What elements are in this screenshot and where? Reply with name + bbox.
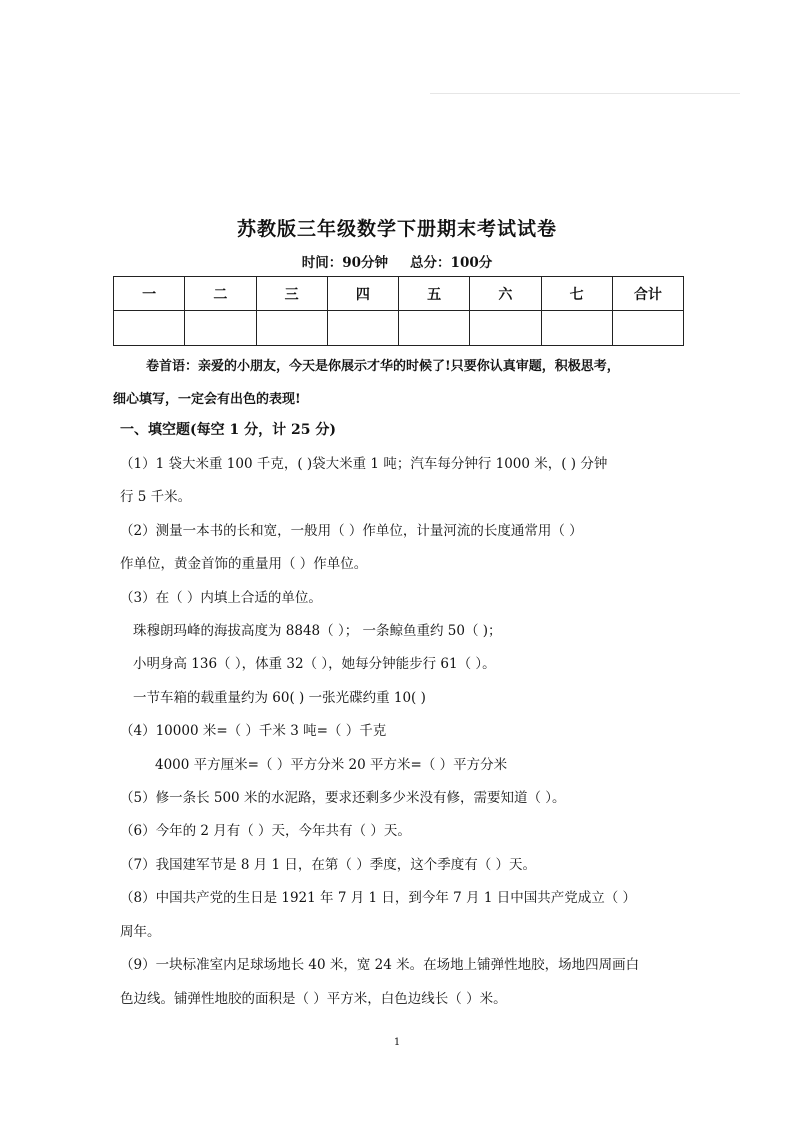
score-blank-cell — [612, 311, 683, 346]
score-blank-cell — [114, 311, 185, 346]
score-header-cell: 五 — [399, 277, 470, 311]
score-header-cell: 合计 — [612, 277, 683, 311]
score-blank-cell — [399, 311, 470, 346]
question-line: 4000 平方厘米=（ ）平方分米 20 平方米=（ ）平方分米 — [155, 757, 508, 773]
score-header-cell: 七 — [541, 277, 612, 311]
page-title: 苏教版三年级数学下册期末考试试卷 — [236, 218, 557, 240]
question-line: （7）我国建军节是 8 月 1 日，在第（ ）季度，这个季度有（ ）天。 — [120, 857, 537, 873]
score-header-cell: 一 — [114, 277, 185, 311]
question-line: 小明身高 136（ ），体重 32（ ），她每分钟能步行 61（ ）。 — [133, 656, 496, 672]
header-rule — [430, 93, 740, 94]
score-blank-cell — [470, 311, 541, 346]
question-line: （1）1 袋大米重 100 千克，( )袋大米重 1 吨；汽车每分钟行 1000 米，( ) 分钟 — [120, 456, 608, 472]
page-number: 1 — [393, 1037, 401, 1048]
score-blank-cell — [327, 311, 398, 346]
question-line: （9）一块标准室内足球场地长 40 米，宽 24 米。在场地上铺弹性地胶，场地四周画白 — [120, 957, 640, 973]
question-line: 周年。 — [120, 924, 161, 940]
question-line: 行 5 千米。 — [120, 489, 192, 505]
question-line: 作单位，黄金首饰的重量用（ ）作单位。 — [120, 556, 368, 572]
question-line: （6）今年的 2 月有（ ）天，今年共有（ ）天。 — [120, 823, 411, 839]
question-line: 一节车箱的载重量约为 60( ) 一张光碟约重 10( ) — [133, 690, 426, 706]
score-header-cell: 三 — [256, 277, 327, 311]
preface-line: 卷首语：亲爱的小朋友，今天是你展示才华的时候了!只要你认真审题，积极思考， — [146, 359, 620, 374]
score-table-blank-row — [114, 311, 684, 346]
score-header-cell: 六 — [470, 277, 541, 311]
score-table-header-row — [114, 277, 684, 311]
section-title: 一、填空题(每空 1 分，计 25 分) — [120, 422, 336, 438]
score-header-cell: 二 — [185, 277, 256, 311]
score-blank-cell — [185, 311, 256, 346]
question-line: （2）测量一本书的长和宽，一般用（ ）作单位，计量河流的长度通常用（ ） — [120, 523, 583, 539]
question-line: （3）在（ ）内填上合适的单位。 — [120, 590, 322, 606]
exam-time: 时间：90分钟 — [301, 255, 389, 271]
exam-info — [0, 251, 794, 271]
preface-line: 细心填写，一定会有出色的表现! — [113, 392, 301, 407]
score-blank-cell — [256, 311, 327, 346]
question-line: 色边线。铺弹性地胶的面积是（ ）平方米，白色边线长（ ）米。 — [120, 991, 507, 1007]
preface — [113, 350, 688, 416]
question-line: （5）修一条长 500 米的水泥路，要求还剩多少米没有修，需要知道（ ）。 — [120, 790, 566, 806]
score-blank-cell — [541, 311, 612, 346]
exam-total-score: 总分：100分 — [410, 255, 493, 271]
score-table — [113, 276, 684, 346]
question-line: （8）中国共产党的生日是 1921 年 7 月 1 日，到今年 7 月 1 日中国共产党成立（ ） — [120, 890, 637, 906]
question-line: （4）10000 米=（ ）千米 3 吨=（ ）千克 — [120, 723, 387, 739]
question-line: 珠穆朗玛峰的海拔高度为 8848（ ）； 一条鲸鱼重约 50（ )； — [133, 623, 502, 639]
score-header-cell: 四 — [327, 277, 398, 311]
